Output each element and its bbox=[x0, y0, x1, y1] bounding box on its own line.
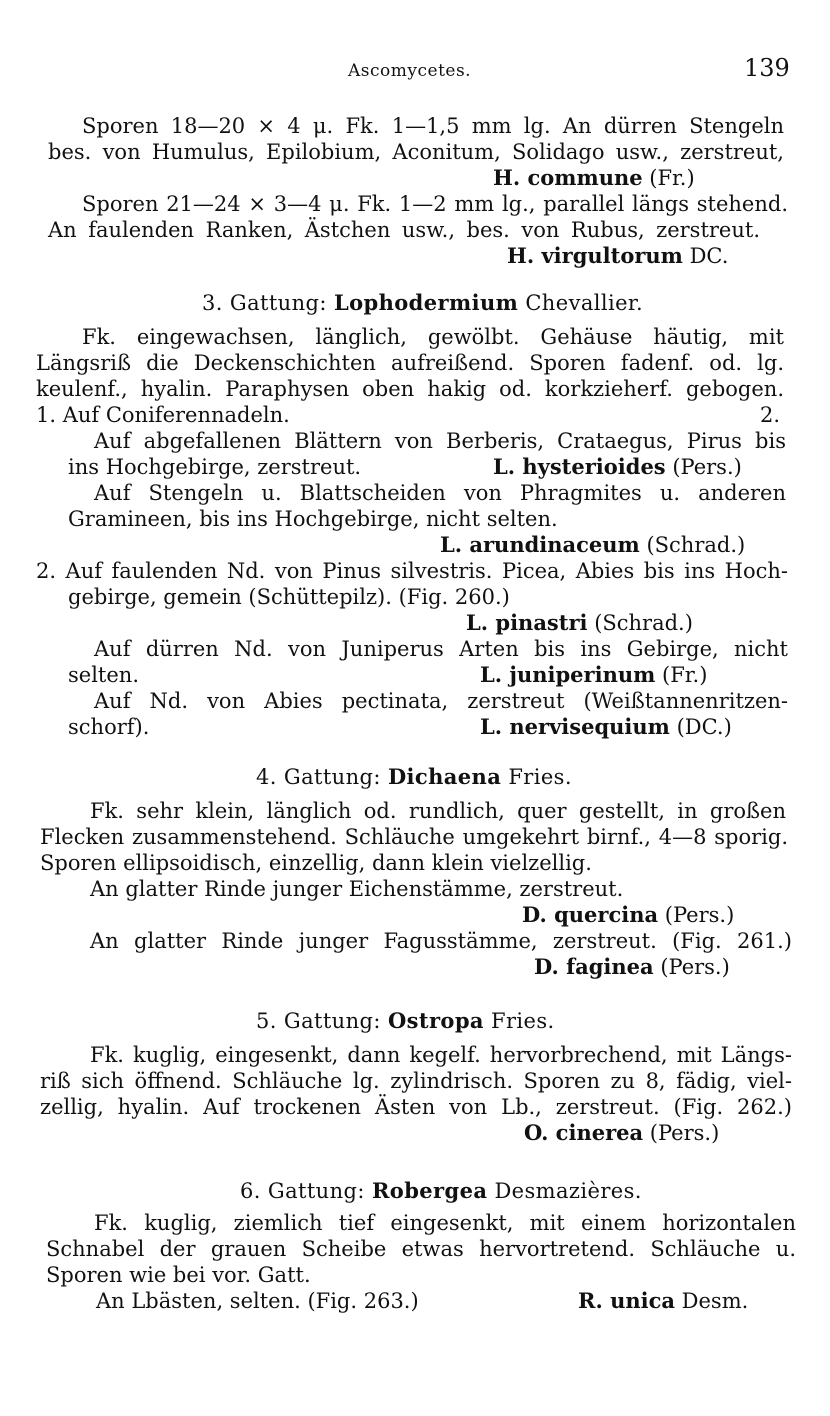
species-author: Desm. bbox=[681, 1289, 749, 1313]
species-name: D. faginea bbox=[534, 954, 654, 979]
text-line: bes. von Humulus, Epilobium, Aconitum, Solidago usw., zerstreut, bbox=[48, 140, 784, 164]
genus-heading bbox=[256, 764, 572, 790]
text-line: An glatter Rinde junger Eichenstämme, zerstreut. bbox=[90, 877, 624, 901]
species-entry bbox=[578, 1288, 748, 1314]
species-author: (DC.) bbox=[676, 715, 732, 739]
species-author: (Pers.) bbox=[672, 455, 742, 479]
species-author: (Pers.) bbox=[664, 903, 735, 927]
species-author: (Pers.) bbox=[649, 1121, 720, 1145]
text-line: Auf dürren Nd. von Juniperus Arten bis ins Gebirge, nicht bbox=[94, 637, 788, 661]
species-entry bbox=[480, 662, 707, 688]
species-name: D. quercina bbox=[522, 902, 659, 927]
genus-heading bbox=[256, 1008, 555, 1034]
species-entry bbox=[493, 454, 742, 480]
species-name: L. hysterioides bbox=[493, 454, 666, 479]
text-line: Fk. sehr klein, länglich od. rundlich, quer gestellt, in großen bbox=[90, 799, 786, 823]
text-line: Sporen ellipsoidisch, einzellig, dann klein vielzellig. bbox=[40, 851, 592, 875]
text-line: keulenf., hyalin. Paraphysen oben hakig od. korkzieherf. gebogen. bbox=[36, 377, 784, 401]
species-entry bbox=[440, 532, 745, 558]
text-line: gebirge, gemein (Schüttepilz). (Fig. 260.) bbox=[68, 585, 510, 609]
species-author: DC. bbox=[689, 244, 729, 268]
species-author: (Schrad.) bbox=[594, 611, 693, 635]
genus-author: Fries. bbox=[508, 765, 572, 789]
genus-name: Lophodermium bbox=[333, 290, 519, 315]
species-author: (Schrad.) bbox=[646, 533, 746, 557]
species-author: (Pers.) bbox=[660, 955, 730, 979]
text-line: Flecken zusammenstehend. Schläuche umgekehrt birnf., 4—8 sporig. bbox=[40, 825, 788, 849]
species-name: H. virgultorum bbox=[507, 243, 683, 268]
species-author: (Fr.) bbox=[662, 663, 708, 687]
genus-author: Chevallier. bbox=[525, 291, 644, 315]
genus-author: Fries. bbox=[491, 1009, 555, 1033]
text-line: zellig, hyalin. Auf trockenen Ästen von Lb., zerstreut. (Fig. 262.) bbox=[40, 1095, 792, 1119]
text-line: Auf Stengeln u. Blattscheiden von Phragmites u. anderen bbox=[94, 481, 786, 505]
page-number: 139 bbox=[744, 54, 790, 82]
text-line: An Lbästen, selten. (Fig. 263.) bbox=[96, 1289, 419, 1313]
text-line: An faulenden Ranken, Ästchen usw., bes. von Rubus, zerstreut. bbox=[48, 218, 760, 242]
genus-heading-prefix: 4. Gattung: bbox=[256, 765, 381, 789]
genus-name: Dichaena bbox=[387, 764, 502, 789]
genus-name: Ostropa bbox=[387, 1008, 484, 1033]
text-line: Sporen 21—24 × 3—4 μ. Fk. 1—2 mm lg., parallel längs stehend. bbox=[82, 192, 788, 216]
key-reference: 2. bbox=[760, 403, 781, 427]
species-author: (Fr.) bbox=[649, 166, 695, 190]
species-name: L. arundinaceum bbox=[440, 532, 640, 557]
text-line: selten. bbox=[68, 663, 139, 687]
genus-heading-prefix: 5. Gattung: bbox=[256, 1009, 381, 1033]
text-line: Auf Nd. von Abies pectinata, zerstreut (Weißtannenritzen- bbox=[94, 689, 788, 713]
genus-heading-prefix: 6. Gattung: bbox=[240, 1179, 365, 1203]
species-name: R. unica bbox=[578, 1288, 675, 1313]
text-line: Fk. kuglig, ziemlich tief eingesenkt, mit einem horizontalen bbox=[94, 1211, 796, 1235]
species-name: H. commune bbox=[493, 165, 643, 190]
species-name: L. nervisequium bbox=[480, 714, 670, 739]
species-entry bbox=[534, 954, 730, 980]
text-line: Sporen 18—20 × 4 μ. Fk. 1—1,5 mm lg. An dürren Stengeln bbox=[82, 114, 784, 138]
text-line: Schnabel der grauen Scheibe etwas hervortretend. Schläuche u. bbox=[46, 1237, 796, 1261]
text-line: Längsriß die Deckenschichten aufreißend. Sporen fadenf. od. lg. bbox=[36, 351, 784, 375]
species-name: O. cinerea bbox=[524, 1120, 644, 1145]
text-line: Gramineen, bis ins Hochgebirge, nicht selten. bbox=[68, 507, 558, 531]
species-name: L. juniperinum bbox=[480, 662, 656, 687]
species-entry bbox=[507, 243, 728, 269]
species-entry bbox=[466, 610, 693, 636]
text-line: Fk. kuglig, eingesenkt, dann kegelf. hervorbrechend, mit Längs- bbox=[90, 1043, 792, 1067]
species-entry bbox=[480, 714, 732, 740]
text-line: Sporen wie bei vor. Gatt. bbox=[46, 1263, 311, 1287]
genus-heading-prefix: 3. Gattung: bbox=[202, 291, 327, 315]
species-entry bbox=[524, 1120, 719, 1146]
text-line: schorf). bbox=[68, 715, 150, 739]
species-name: L. pinastri bbox=[466, 610, 588, 635]
species-entry bbox=[522, 902, 734, 928]
text-line: Auf abgefallenen Blättern von Berberis, Crataegus, Pirus bis bbox=[94, 429, 786, 453]
running-title: Ascomycetes. bbox=[348, 61, 472, 81]
text-line: riß sich öffnend. Schläuche lg. zylindrisch. Sporen zu 8, fädig, viel- bbox=[40, 1069, 792, 1093]
genus-heading bbox=[202, 290, 643, 316]
text-line: An glatter Rinde junger Fagusstämme, zerstreut. (Fig. 261.) bbox=[90, 929, 792, 953]
genus-name: Robergea bbox=[371, 1178, 488, 1203]
text-line: 2. Auf faulenden Nd. von Pinus silvestris. Picea, Abies bis ins Hoch- bbox=[36, 559, 788, 583]
text-line: ins Hochgebirge, zerstreut. bbox=[68, 455, 362, 479]
species-entry bbox=[493, 165, 695, 191]
text-line: Fk. eingewachsen, länglich, gewölbt. Gehäuse häutig, mit bbox=[82, 325, 784, 349]
genus-author: Desmazières. bbox=[494, 1179, 642, 1203]
key-line: 1. Auf Coniferennadeln. bbox=[36, 403, 290, 427]
genus-heading bbox=[240, 1178, 642, 1204]
